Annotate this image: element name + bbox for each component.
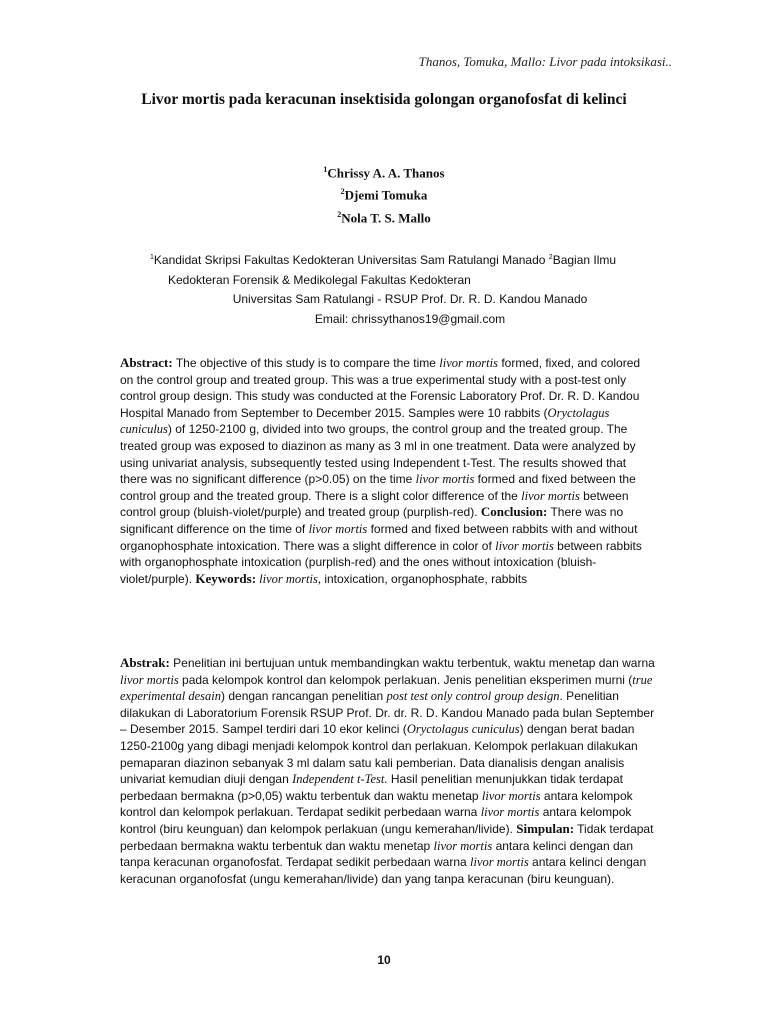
conclusion-label: Conclusion: <box>480 504 548 520</box>
affiliation-line: Universitas Sam Ratulangi - RSUP Prof. Dr. R. D. Kandou Manado <box>232 292 588 306</box>
simpulan-label: Simpulan: <box>516 820 575 836</box>
running-header: Thanos, Tomuka, Mallo: Livor pada intoksikasi.. <box>418 54 672 69</box>
page-number: 10 <box>377 953 391 967</box>
affiliation-line: Kedokteran Forensik & Medikolegal Fakultas Kedokteran <box>168 272 471 287</box>
abstrak-label: Abstrak: <box>120 655 170 670</box>
abstract-paragraph: Abstract: The objective of this study is to compare the time livor mortis formed, fixed, and colored on the control group and treated group. This was a true experimental study with a post-test only control group design. This study was conducted at the Forensic Laboratory Prof. Dr. R. D. Kandou Hospital Manado from September to December 2015. Samples were 10 rabbits (Oryctolagus cuniculus) of 1250-2100 g, divided into two groups, the control group and the treated group. The treated group was exposed to diazinon as many as 3 ml in one treatment. Data were analyzed by using univariat analysis, subsequently tested using Independent t-Test. The results showed that there was no significant difference (p>0.05) on the time livor mortis formed and fixed between the control group and the treated group. There is a slight color difference of the livor mortis between control group (bluish-violet/purple) and treated group (purplish-red). Conclusion: There was no significant difference on the time of livor mortis formed and fixed between rabbits with and without organophosphate intoxication. There was a slight difference in color of livor mortis between rabbits with organophosphate intoxication (purplish-red) and the ones without intoxication (bluish-violet/purple). Keywords: livor mortis, intoxication, organophosphate, rabbits <box>120 355 642 586</box>
author-item: $^1$Chrissy A. A. Thanos <box>323 165 445 181</box>
abstrak-paragraph: Abstrak: Penelitian ini bertujuan untuk membandingkan waktu terbentuk, waktu menetap dan warna livor mortis pada kelompok kontrol dan kelompok perlakuan. Jenis penelitian eksperimen murni (true experimental desain) dengan rancangan penelitian post test only control group design. Penelitian dilakukan di Laboratorium Forensik RSUP Prof. Dr. dr. R. D. Kandou Manado pada bulan September – Desember 2015. Sampel terdiri dari 10 ekor kelinci (Oryctolagus cuniculus) dengan berat badan 1250-2100g yang dibagi menjadi kelompok kontrol dan perlakuan. Kelompok perlakuan dilakukan pemaparan diazinon sebanyak 3 ml dalam satu kali pemberian. Data dianalisis dengan analisis univariat kemudian diuji dengan Independent t-Test. Hasil penelitian menunjukkan tidak terdapat perbedaan bermakna (p>0,05) waktu terbentuk dan waktu menetap livor mortis antara kelompok kontrol dan kelompok perlakuan. Terdapat sedikit perbedaan warna livor mortis antara kelompok kontrol (biru keunguan) dan kelompok perlakuan (ungu kemerahan/livide). Simpulan: Tidak terdapat perbedaan bermakna waktu terbentuk dan waktu menetap livor mortis antara kelinci dengan dan tanpa keracunan organofosfat. Terdapat sedikit perbedaan warna livor mortis antara kelinci dengan keracunan organofosfat (ungu kemerahan/livide) dan yang tanpa keracunan (biru keunguan). <box>120 655 655 886</box>
affiliation <box>150 248 670 329</box>
author-item: $^2$Nola T. S. Mallo <box>337 209 431 225</box>
author-item: $^2$Djemi Tomuka <box>340 187 428 203</box>
email-address: Email: chrissythanos19@gmail.com <box>314 311 506 326</box>
author-list <box>0 160 768 227</box>
paper-title: Livor mortis pada keracunan insektisida golongan organofosfat di kelinci <box>141 91 627 108</box>
keywords-label: Keywords: <box>195 570 257 586</box>
abstract-label: Abstract: <box>120 355 173 370</box>
affiliation-line: $^1$Kandidat Skripsi Fakultas Kedokteran Universitas Sam Ratulangi Manado $^2$Bagian Ilmu <box>150 253 617 267</box>
